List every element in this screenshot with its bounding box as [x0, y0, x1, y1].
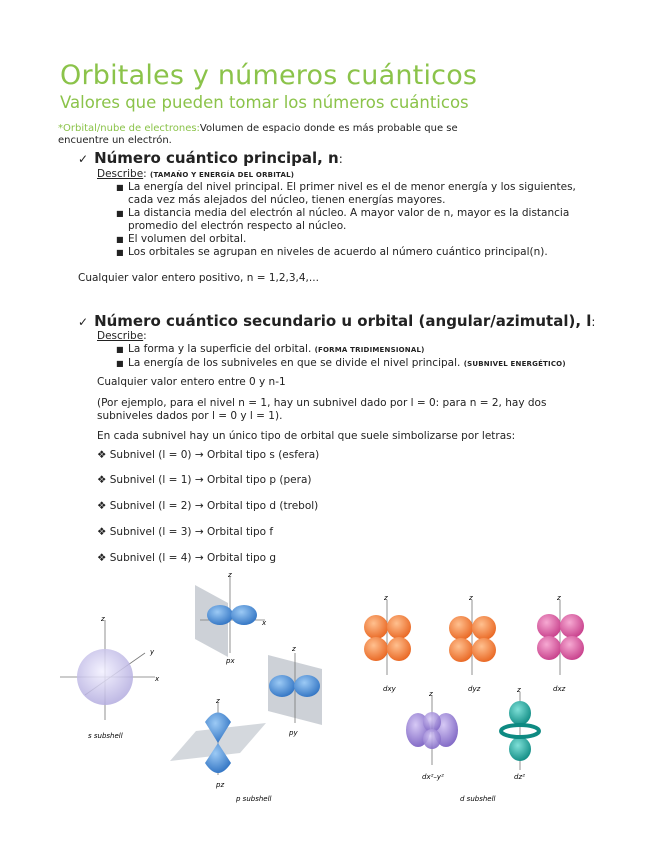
principal-bullets [116, 181, 586, 259]
dxy-orbital-diagram [364, 594, 411, 693]
secondary-values: Cualquier valor entero entre 0 y n-1 [97, 376, 286, 388]
pz-orbital-diagram [170, 697, 272, 803]
list-item [116, 357, 596, 371]
orbital-definition [58, 123, 478, 147]
orbital-type-s: ❖ Subnivel (l = 0) → Orbital tipo s (esfera) [97, 449, 320, 461]
py-orbital-diagram [268, 645, 322, 737]
secondary-colon: : [591, 315, 596, 329]
s-orbital-sphere [77, 649, 133, 705]
secondary-example: (Por ejemplo, para el nivel n = 1, hay un subnivel dado por l = 0: para n = 2, hay dos subniveles dados por l = 0 y l = 1). [97, 397, 547, 422]
dx2y2-label: dx²–y² [422, 773, 444, 781]
list-item: ■ La distancia media del electrón al núcleo. A mayor valor de n, mayor es la distancia promedio del electrón respecto al núcleo. [116, 207, 586, 233]
orbital-type-d: ❖ Subnivel (l = 2) → Orbital tipo d (trebol) [97, 500, 319, 512]
px-label: px [226, 657, 235, 665]
dx2y2-orbital-diagram [406, 690, 458, 781]
definition-label: *Orbital/nube de electrones: [58, 123, 200, 134]
s-subshell-label: s subshell [88, 732, 123, 740]
check-icon: ✓ [78, 315, 89, 329]
principal-colon: : [338, 152, 343, 166]
secondary-symbol: , l [575, 312, 592, 330]
py-lobe [269, 675, 295, 697]
dz2-label: dz² [514, 773, 525, 781]
list-item: ■ Los orbitales se agrupan en niveles de acuerdo al número cuántico principal(n). [116, 246, 586, 259]
px-lobe [207, 605, 233, 625]
secondary-bullet1-text: La forma y la superficie del orbital. [128, 343, 312, 355]
principal-heading-text: Número cuántico principal [94, 149, 318, 167]
axis-z-label: z [517, 686, 521, 694]
principal-describe-label: Describe [97, 168, 144, 180]
orbital-type-f: ❖ Subnivel (l = 3) → Orbital tipo f [97, 526, 274, 538]
dyz-label: dyz [468, 685, 481, 693]
px-orbital-diagram [195, 571, 267, 665]
py-lobe [294, 675, 320, 697]
axis-z-label: z [429, 690, 433, 698]
px-lobe [231, 605, 257, 625]
page-title: Orbitales y números cuánticos [60, 60, 478, 91]
dxy-label: dxy [383, 685, 396, 693]
list-item: ■ La energía del nivel principal. El primer nivel es el de menor energía y los siguientes, cada vez más alejados del núcleo, tienen energías mayores. [116, 181, 586, 207]
principal-describe: Describe: (TAMAÑO Y ENERGÍA DEL ORBITAL) [97, 168, 295, 180]
list-item: ■ El volumen del orbital. [116, 233, 586, 246]
dyz-orbital-diagram [449, 594, 496, 693]
secondary-bullet2-text: La energía de los subniveles en que se divide el nivel principal. [128, 357, 461, 369]
axis-z-label: z [228, 571, 232, 579]
py-label: py [289, 729, 298, 737]
dz2-orbital-diagram [460, 686, 539, 803]
page-subtitle: Valores que pueden tomar los números cuánticos [60, 93, 469, 112]
axis-z-label: z [384, 594, 388, 602]
secondary-intro: En cada subnivel hay un único tipo de orbital que suele simbolizarse por letras: [97, 430, 516, 442]
axis-z-label: z [292, 645, 296, 653]
secondary-describe-label: Describe [97, 330, 144, 342]
principal-describe-note: (TAMAÑO Y ENERGÍA DEL ORBITAL) [150, 171, 295, 179]
list-item [116, 343, 596, 357]
secondary-bullets [116, 343, 596, 371]
axis-z-label: z [557, 594, 561, 602]
check-icon: ✓ [78, 152, 89, 166]
secondary-bullet2-note: (SUBNIVEL ENERGÉTICO) [463, 360, 566, 368]
orbital-type-g: ❖ Subnivel (l = 4) → Orbital tipo g [97, 552, 277, 564]
pz-label: pz [216, 781, 225, 789]
p-subshell-label: p subshell [236, 795, 272, 803]
principal-values: Cualquier valor entero positivo, n = 1,2,3,4,... [78, 272, 319, 284]
definition-text: Volumen de espacio donde es más probable que se encuentre un electrón. [58, 123, 458, 146]
secondary-describe: Describe: [97, 330, 147, 342]
secondary-heading [78, 312, 595, 330]
orbital-type-p: ❖ Subnivel (l = 1) → Orbital tipo p (pera) [97, 474, 312, 486]
principal-heading [78, 149, 343, 167]
axis-z-label: z [101, 615, 105, 623]
d-subshell-label: d subshell [460, 795, 496, 803]
secondary-heading-text: Número cuántico secundario u orbital (angular/azimutal) [94, 312, 576, 330]
s-orbital-diagram [60, 615, 160, 740]
secondary-bullet1-note: (FORMA TRIDIMENSIONAL) [314, 346, 425, 354]
axis-x-label: x [262, 619, 267, 627]
principal-symbol: , n [317, 149, 339, 167]
axis-x-label: x [155, 675, 160, 683]
orbital-figure [0, 565, 655, 810]
dxz-orbital-diagram [537, 594, 584, 693]
axis-y-label: y [150, 648, 155, 656]
axis-z-label: z [469, 594, 473, 602]
dxz-label: dxz [553, 685, 566, 693]
axis-z-label: z [216, 697, 220, 705]
